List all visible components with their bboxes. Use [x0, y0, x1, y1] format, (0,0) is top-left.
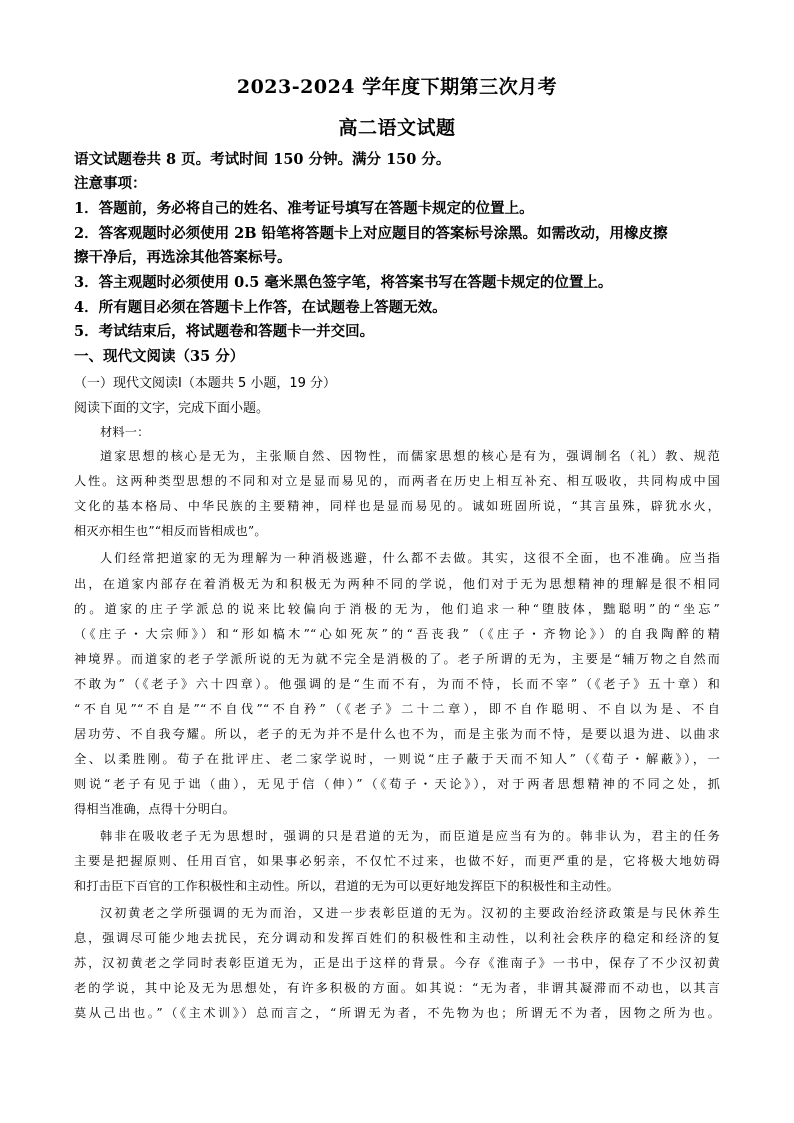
paragraph-line: 汉初黄老之学所强调的无为而治，又进一步表彰臣道的无为。汉初的主要政治经济政策是与民休养生 [100, 906, 720, 920]
notice-item: 4．所有题目必须在答题卡上作答，在试题卷上答题无效。 [74, 299, 447, 316]
paragraph-line: 全、以柔胜刚。荀子在批评庄、老二家学说时，一则说“庄子蔽于天而不知人”（《荀子・解蔽》），一 [74, 752, 720, 766]
paragraph-line: （《庄子・大宗师》）和“形如槁木”“心如死灰”的“吾丧我”（《庄子・齐物论》）的自我陶醉的精 [74, 627, 720, 641]
paragraph-line: 的。道家的庄子学派总的说来比较偏向于消极的无为，他们追求一种“堕肢体，黜聪明”的“坐忘” [74, 602, 720, 616]
paragraph-line: 文化的基本格局、中华民族的主要精神，同样也是显而易见的。诚如班固所说，“其言虽殊，辟犹水火， [74, 499, 720, 513]
paragraph-line: 则说“老子有见于诎（曲），无见于信（伸）”（《荀子・天论》），对于两者思想精神的不同之处，抓 [74, 777, 720, 791]
paragraph-line: 得相当准确，点得十分明白。 [74, 802, 236, 816]
paragraph-line: 人性。这两种类型思想的不同和对立是显而易见的，而两者在历史上相互补充、相互吸收，共同构成中国 [74, 474, 720, 488]
notice-item: 3．答主观题时必须使用 0.5 毫米黑色签字笔，将答案书写在答题卡规定的位置上。 [74, 274, 613, 291]
paragraph-line: 和打击臣下百官的工作积极性和主动性。所以，君道的无为可以更好地发挥臣下的积极性和主动性。 [74, 879, 620, 893]
notice-heading: 注意事项： [74, 175, 147, 192]
notice-item: 2．答客观题时必须使用 2B 铅笔将答题卡上对应题目的答案标号涂黑。如需改动，用橡皮擦 [74, 225, 668, 242]
paragraph-line: 居功劳、不自我夸耀。所以，老子的无为并不是什么也不为，而是主张为而不恃，是要以退为进、以曲求 [74, 727, 720, 741]
paragraph-line: 息，强调尽可能少地去扰民，充分调动和发挥百姓们的积极性和主动性，以利社会秩序的稳定和经济的复 [74, 931, 720, 945]
notice-item: 擦干净后，再选涂其他答案标号。 [74, 249, 292, 266]
paragraph-line: 相灭亦相生也”“相反而皆相成也”。 [74, 524, 267, 538]
material-label: 材料一： [100, 425, 150, 439]
section-heading: 一、现代文阅读（35 分） [74, 348, 245, 365]
notice-item: 5．考试结束后，将试题卷和答题卡一并交回。 [74, 323, 375, 340]
subsection-heading: （一）现代文阅读Ⅰ（本题共 5 小题，19 分） [74, 376, 337, 391]
paragraph-line: 韩非在吸收老子无为思想时，强调的只是君道的无为，而臣道是应当有为的。韩非认为，君主的任务 [100, 829, 720, 843]
paragraph-line: 不敢为”（《老子》六十四章）。他强调的是“生而不有，为而不恃，长而不宰”（《老子》五十章）和 [74, 677, 720, 691]
exam-subtitle: 高二语文试题 [338, 117, 456, 139]
exam-intro: 语文试题卷共 8 页。考试时间 150 分钟。满分 150 分。 [74, 151, 451, 168]
paragraph-line: 主要是把握原则、任用百官，如果事必躬亲，不仅忙不过来，也做不好，而更严重的是，它将极大地妨碍 [74, 854, 720, 868]
paragraph-line: 人们经常把道家的无为理解为一种消极逃避，什么都不去做。其实，这很不全面，也不准确。应当指 [100, 551, 720, 565]
reading-instruction: 阅读下面的文字，完成下面小题。 [74, 401, 270, 416]
notice-item: 1．答题前，务必将自己的姓名、准考证号填写在答题卡规定的位置上。 [74, 200, 534, 217]
paragraph-line: 老的学说，其中论及无为思想处，有许多积极的方面。如其说：“无为者，非谓其凝滞而不动也，以其言 [74, 981, 720, 995]
paragraph-line: 出，在道家内部存在着消极无为和积极无为两种不同的学说，他们对于无为思想精神的理解是很不相同 [74, 577, 720, 591]
paragraph-line: 苏，汉初黄老之学同时表彰臣道无为，正是出于这样的背景。今存《淮南子》一书中，保存了不少汉初黄 [74, 956, 720, 970]
exam-title: 2023-2024 学年度下期第三次月考 [236, 76, 558, 98]
paragraph-line: 道家思想的核心是无为，主张顺自然、因物性，而儒家思想的核心是有为，强调制名（礼）教、规范 [100, 449, 720, 463]
paragraph-line: 莫从己出也。”（《主术训》）总而言之，“所谓无为者，不先物为也；所谓无不为者，因物之所为也。 [74, 1006, 720, 1020]
paragraph-line: “不自见”“不自是”“不自伐”“不自矜”（《老子》二十二章），即不自作聪明、不自以为是、不自 [74, 702, 720, 716]
paragraph-line: 神境界。而道家的老子学派所说的无为就不完全是消极的了。老子所谓的无为，主要是“辅万物之自然而 [74, 652, 720, 666]
